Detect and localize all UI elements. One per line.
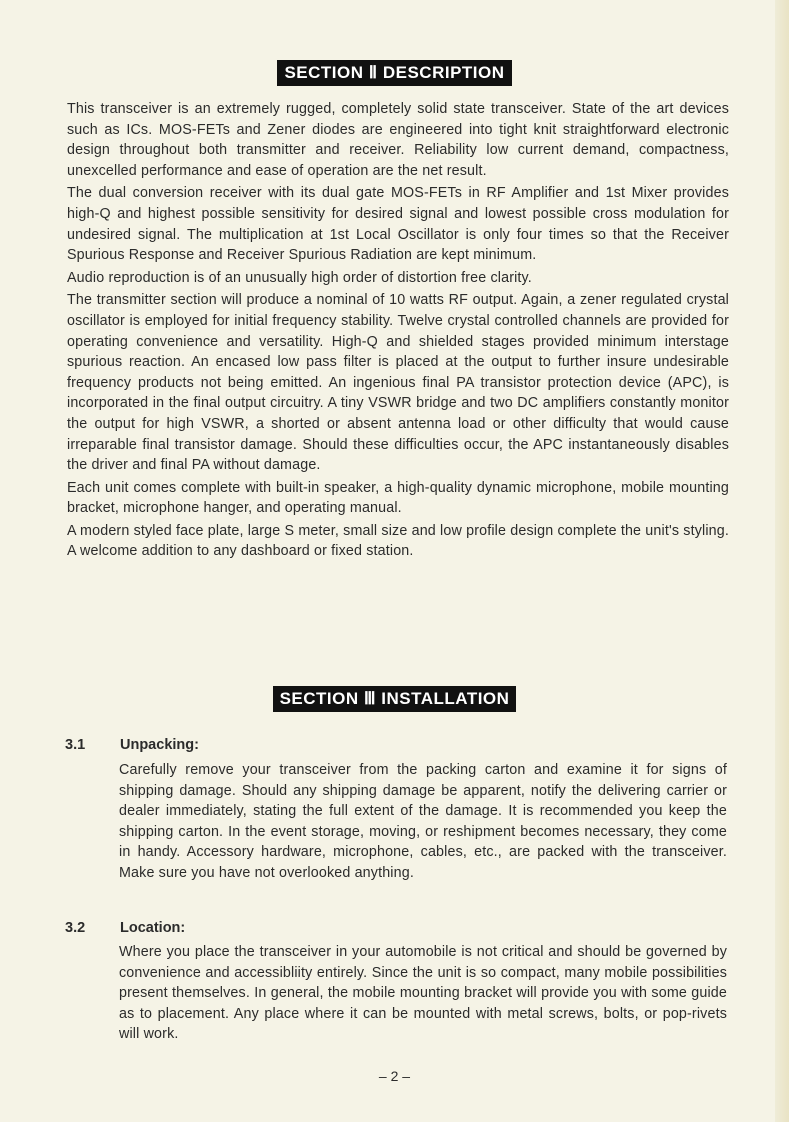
description-paragraph: This transceiver is an extremely rugged, completely solid state transceiver. State of the art devices such as ICs. MOS-FETs and Zener diodes are engineered into tight knit straightforward electronic design throughout both transmitter and receiver. Reliability low current demand, compactness, unexcelled performance and ease of operation are the net result. bbox=[67, 101, 729, 179]
description-paragraph: Audio reproduction is of an unusually high order of distortion free clarity. bbox=[67, 269, 532, 286]
description-paragraph: The transmitter section will produce a nominal of 10 watts RF output. Again, a zener regulated crystal oscillator is employed for initial frequency stability. Twelve crystal controlled channels are provided for operating convenience and versatility. High-Q and shielded stages provided minimum interstage spurious reaction. An encased low pass filter is placed at the output to further insure undesirable frequency products not being emitted. An ingenious final PA transistor protection device (APC), is incorporated in the final output circuitry. A tiny VSWR bridge and two DC amplifiers constantly monitor the output for high VSWR, a shorted or absent antenna load or other difficulty that would cause irreparable final transistor damage. Should these difficulties occur, the APC instantaneously disables the driver and final PA without damage. bbox=[67, 292, 729, 474]
description-paragraph: Each unit comes complete with built-in speaker, a high-quality dynamic microphone, mobile mounting bracket, microphone hanger, and operating manual. bbox=[67, 479, 729, 517]
page-number: – 2 – bbox=[378, 1068, 411, 1084]
description-paragraph: The dual conversion receiver with its dual gate MOS-FETs in RF Amplifier and 1st Mixer provides high-Q and highest possible sensitivity for desired signal and lowest possible cross modulation for undesired signal. The multiplication at 1st Local Oscillator is only four times so that the Receiver Spurious Response and Receiver Spurious Radiation are kept minimum. bbox=[67, 185, 729, 264]
subsection-number: 3.2 bbox=[65, 920, 86, 936]
subsection-title-location: Location: bbox=[120, 920, 186, 936]
section-3-heading bbox=[0, 686, 789, 712]
section-2-description bbox=[67, 99, 729, 562]
section-2-heading bbox=[0, 60, 789, 86]
subsection-number: 3.1 bbox=[65, 737, 86, 753]
subsection-title-unpacking: Unpacking: bbox=[120, 737, 199, 753]
subsection-body-unpacking: Carefully remove your transceiver from the packing carton and examine it for signs of shipping damage. Should any shipping damage be apparent, notify the delivering carrier or dealer immediately, stating the full extent of the damage. It is recommended you keep the shipping carton. In the event storage, moving, or reshipment becomes necessary, they come in handy. Accessory hardware, microphone, cables, etc., are packed with the transceiver. Make sure you have not overlooked anything. bbox=[119, 762, 727, 881]
section-2-heading-label: SECTION Ⅱ DESCRIPTION bbox=[277, 60, 511, 86]
page-edge bbox=[775, 0, 789, 1122]
description-paragraph: A modern styled face plate, large S meter, small size and low profile design complete the unit's styling. A welcome addition to any dashboard or fixed station. bbox=[67, 522, 729, 560]
section-3-heading-label: SECTION Ⅲ INSTALLATION bbox=[273, 686, 517, 712]
subsection-body-location: Where you place the transceiver in your automobile is not critical and should be governed by convenience and accessibliity entirely. Since the unit is so compact, many mobile possibilities present themselves. In general, the mobile mounting bracket will provide you with some guide as to placement. Any place where it can be mounted with metal screws, bolts, or pop-rivets will work. bbox=[119, 944, 727, 1043]
